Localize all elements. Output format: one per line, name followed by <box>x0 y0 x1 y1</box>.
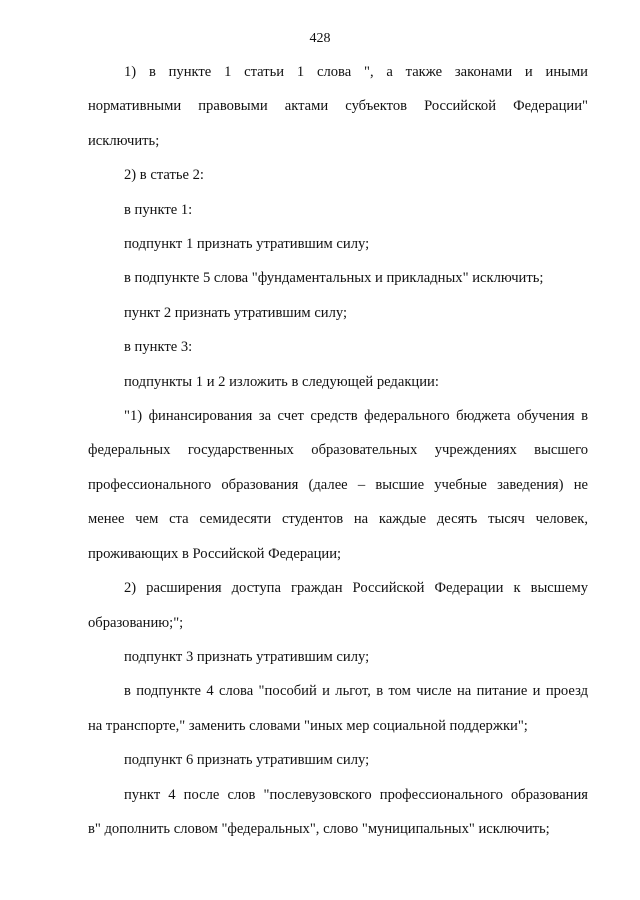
text-line: профессионального образования (далее – высшие учебные заведения) не <box>88 476 588 493</box>
paragraph-6 <box>88 296 588 330</box>
text-line: подпункт 1 признать утратившим силу; <box>124 236 370 253</box>
text-line: федеральных государственных образовательных учреждениях высшего <box>88 442 588 459</box>
text-line: 2) в статье 2: <box>124 167 204 184</box>
paragraph-9 <box>88 399 588 571</box>
paragraph-1 <box>88 55 588 158</box>
text-line: 1) в пункте 1 статьи 1 слова ", а также законами и иными <box>124 64 588 80</box>
paragraph-12 <box>88 674 588 743</box>
paragraph-10 <box>88 571 588 640</box>
text-line: в подпункте 5 слова "фундаментальных и прикладных" исключить; <box>124 270 544 287</box>
text-line: пункт 4 после слов "послевузовского профессионального образования <box>124 786 588 803</box>
paragraph-11 <box>88 640 588 674</box>
text-line: менее чем ста семидесяти студентов на каждые десять тысяч человек, <box>88 511 588 528</box>
text-line: подпункт 3 признать утратившим силу; <box>124 648 370 665</box>
text-line: "1) финансирования за счет средств федерального бюджета обучения в <box>124 408 588 425</box>
text-line: 2) расширения доступа граждан Российской Федерации к высшему <box>124 580 588 597</box>
text-line: нормативными правовыми актами субъектов Российской Федерации" <box>88 98 588 115</box>
paragraph-14 <box>88 778 588 847</box>
text-line: в пункте 3: <box>124 339 193 356</box>
paragraph-4 <box>88 227 588 261</box>
paragraph-7 <box>88 330 588 364</box>
text-line: в подпункте 4 слова "пособий и льгот, в том числе на питание и проезд <box>124 683 588 700</box>
text-line: пункт 2 признать утратившим силу; <box>124 304 348 321</box>
paragraph-8 <box>88 365 588 399</box>
text-line: в" дополнить словом "федеральных", слово "муниципальных" исключить; <box>88 820 550 837</box>
page-number: 428 <box>309 31 331 46</box>
text-line: на транспорте," заменить словами "иных мер социальной поддержки"; <box>88 717 528 734</box>
text-line: в пункте 1: <box>124 201 193 218</box>
text-line: подпункт 6 признать утратившим силу; <box>124 752 370 769</box>
paragraph-2 <box>88 158 588 192</box>
text-line: подпункты 1 и 2 изложить в следующей редакции: <box>124 373 439 390</box>
text-line: образованию;"; <box>88 614 184 631</box>
paragraph-5 <box>88 261 588 295</box>
paragraph-3 <box>88 193 588 227</box>
text-line: исключить; <box>88 132 160 149</box>
text-line: проживающих в Российской Федерации; <box>88 545 342 562</box>
paragraph-13 <box>88 743 588 777</box>
document-body <box>88 55 588 846</box>
